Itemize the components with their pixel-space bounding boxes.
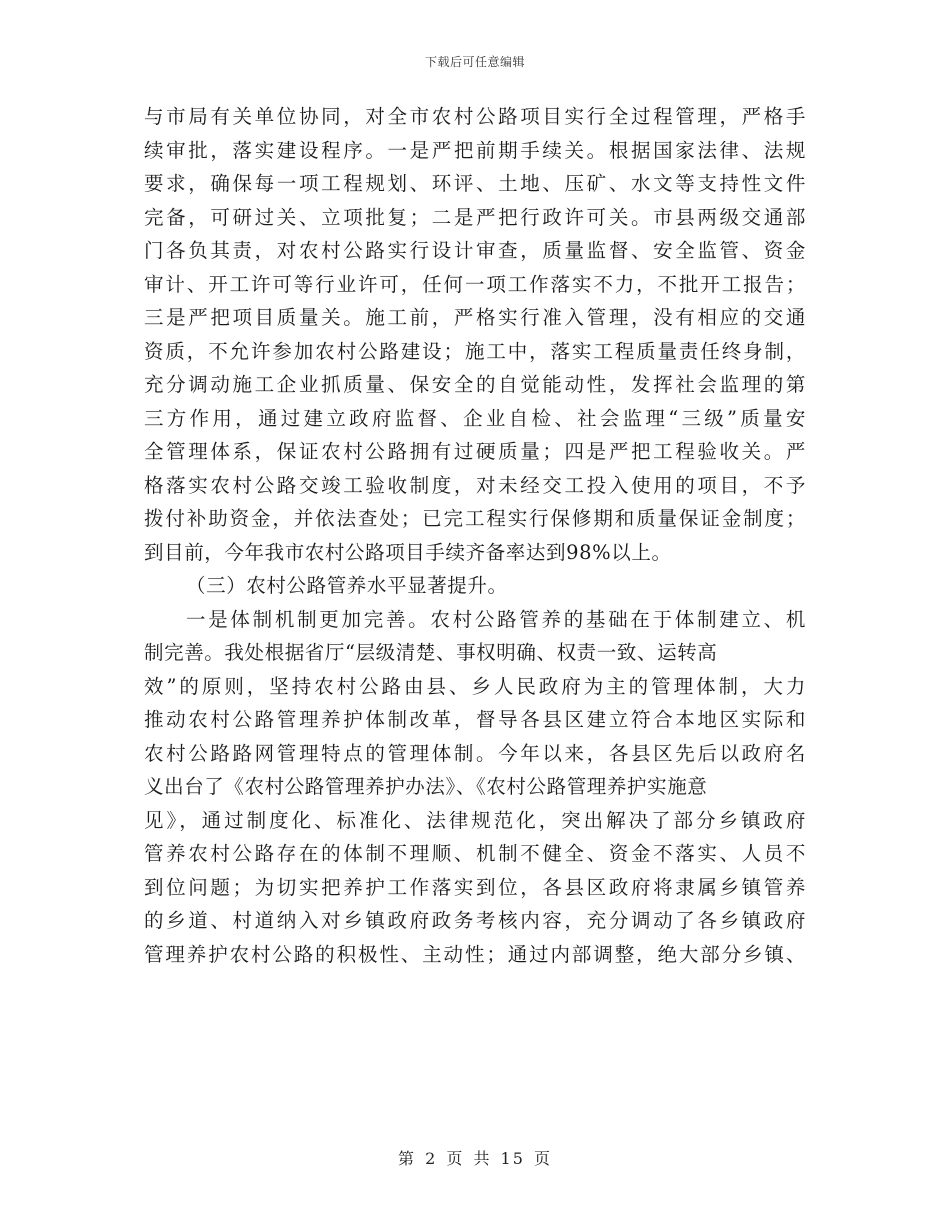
body-line-4: 完备，可研过关、立项批复；二是严把行政许可关。市县两级交通部 <box>144 205 806 229</box>
section-heading: （三）农村公路管养水平显著提升。 <box>186 574 508 597</box>
body-line-24: 到位问题；为切实把养护工作落实到位，各县区政府将隶属乡镇管养 <box>144 875 806 899</box>
body-line-16: 一是体制机制更加完善。农村公路管养的基础在于体制建立、机 <box>186 607 806 631</box>
body-line-10: 三方作用，通过建立政府监督、企业自检、社会监理“三级”质量安 <box>144 406 806 430</box>
body-line-21: 义出台了《农村公路管理养护办法》、《农村公路管理养护实施意 <box>144 775 708 798</box>
body-line-1: 与市局有关单位协同，对全市农村公路项目实行全过程管理，严格手 <box>144 105 806 128</box>
body-line-17: 制完善。我处根据省厅“层级清楚、事权明确、权责一致、运转高 <box>144 641 718 664</box>
body-line-14: 到目前，今年我市农村公路项目手续齐备率达到98%以上。 <box>144 540 672 564</box>
body-line-7: 三是严把项目质量关。施工前，严格实行准入管理，没有相应的交通 <box>144 306 806 329</box>
body-line-18: 效”的原则，坚持农村公路由县、乡人民政府为主的管理体制，大力 <box>144 674 806 698</box>
body-line-12: 格落实农村公路交竣工验收制度，对未经交工投入使用的项目，不予 <box>144 473 806 497</box>
body-line-25: 的乡道、村道纳入对乡镇政府政务考核内容，充分调动了各乡镇政府 <box>144 909 806 932</box>
body-line-5: 门各负其责，对农村公路实行设计审查，质量监督、安全监管、资金 <box>144 239 806 262</box>
page-header: 下载后可任意编辑 <box>424 55 525 69</box>
document-body <box>144 100 806 971</box>
body-line-6: 审计、开工许可等行业许可，任何一项工作落实不力，不批开工报告； <box>144 272 806 296</box>
body-line-8: 资质，不允许参加农村公路建设；施工中，落实工程质量责任终身制， <box>144 339 806 363</box>
body-line-11: 全管理体系，保证农村公路拥有过硬质量；四是严把工程验收关。严 <box>144 440 806 463</box>
body-line-23: 管养农村公路存在的体制不理顺、机制不健全、资金不落实、人员不 <box>144 842 806 865</box>
page-footer: 第 2 页 共 15 页 <box>398 1149 552 1168</box>
body-line-19: 推动农村公路管理养护体制改革，督导各县区建立符合本地区实际和 <box>144 708 806 731</box>
body-line-20: 农村公路路网管理特点的管理体制。今年以来，各县区先后以政府名 <box>144 741 806 765</box>
body-line-22: 见》，通过制度化、标准化、法律规范化，突出解决了部分乡镇政府 <box>144 808 806 832</box>
body-line-26: 管理养护农村公路的积极性、主动性；通过内部调整，绝大部分乡镇、 <box>144 942 806 966</box>
body-line-2: 续审批，落实建设程序。一是严把前期手续关。根据国家法律、法规 <box>144 138 806 162</box>
body-line-13: 拨付补助资金，并依法查处；已完工程实行保修期和质量保证金制度； <box>144 507 806 530</box>
body-line-3: 要求，确保每一项工程规划、环评、土地、压矿、水文等支持性文件 <box>144 172 806 195</box>
body-line-9: 充分调动施工企业抓质量、保安全的自觉能动性，发挥社会监理的第 <box>144 373 806 396</box>
